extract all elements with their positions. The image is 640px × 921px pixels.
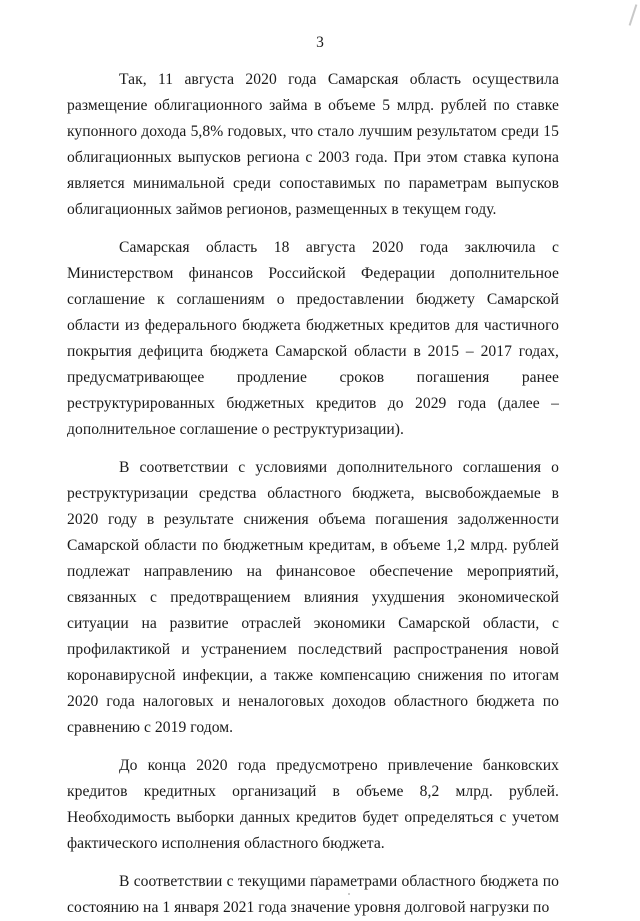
document-body bbox=[67, 67, 559, 921]
paragraph-debt-load: В соответствии с текущими параметрами областного бюджета по состоянию на 1 января 2021 года значение уровня долговой нагрузки по bbox=[67, 873, 559, 916]
scan-artifact-mark bbox=[629, 4, 638, 26]
paragraph-restructuring-agreement: Самарская область 18 августа 2020 года заключила с Министерством финансов Российской Федерации дополнительное соглашение к соглашениям о предоставлении бюджету Самарской области из федерального бюджета бюджетных кредитов для частичного покрытия дефицита бюджета Самарской области в 2015 – 2017 годах, предусматривающее продление сроков погашения ранее реструктурированных бюджетных кредитов до 2029 года (далее – дополнительное соглашение о реструктуризации). bbox=[67, 239, 559, 438]
paragraph-released-funds: В соответствии с условиями дополнительного соглашения о реструктуризации средства областного бюджета, высвобождаемые в 2020 году в результате снижения объема погашения задолженности Самарской области по бюджетным кредитам, в объеме 1,2 млрд. рублей подлежат направлению на финансовое обеспечение мероприятий, связанных с предотвращением влияния ухудшения экономической ситуации на развитие отраслей экономики Самарской области, с профилактикой и устранением последствий распространения новой коронавирусной инфекции, а также компенсацию снижения по итогам 2020 года налоговых и неналоговых доходов областного бюджета по сравнению с 2019 годом. bbox=[67, 459, 559, 736]
paragraph-bond-placement: Так, 11 августа 2020 года Самарская область осуществила размещение облигационного займа в объеме 5 млрд. рублей по ставке купонного дохода 5,8% годовых, что стало лучшим результатом среди 15 облигационных выпусков региона с 2003 года. При этом ставка купона является минимальной среди сопоставимых по параметрам выпусков облигационных займов регионов, размещенных в текущем году. bbox=[67, 71, 559, 218]
page-number: 3 bbox=[316, 34, 324, 51]
paragraph-bank-credits: До конца 2020 года предусмотрено привлечение банковских кредитов кредитных организаций в объеме 8,2 млрд. рублей. Необходимость выборки данных кредитов будет определяться с учетом фактического исполнения областного бюджета. bbox=[67, 757, 559, 852]
